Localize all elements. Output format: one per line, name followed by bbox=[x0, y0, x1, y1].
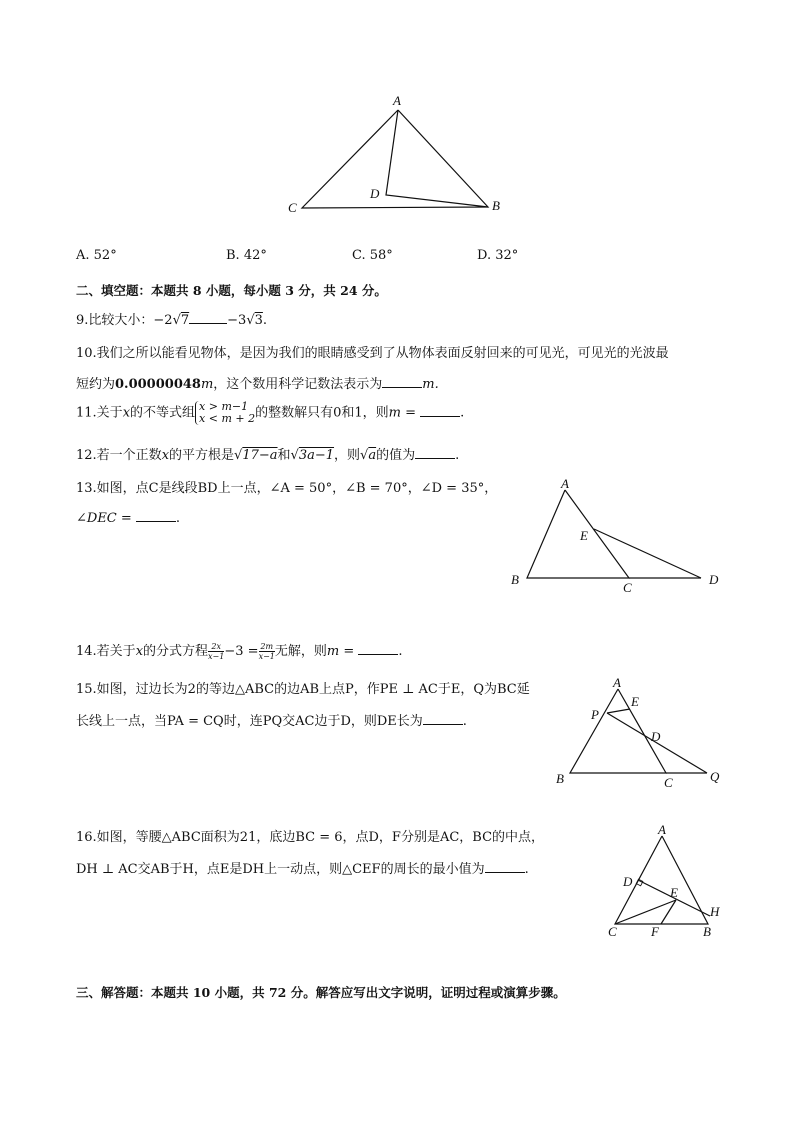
label-C: C bbox=[608, 924, 617, 939]
label-E: E bbox=[631, 694, 639, 709]
label-D: D bbox=[709, 572, 719, 587]
label-C: C bbox=[664, 775, 673, 790]
label-A: A bbox=[561, 476, 569, 491]
label-Q: Q bbox=[710, 769, 720, 784]
label-D: D bbox=[623, 874, 633, 889]
question-10-line1: 10.我们之所以能看见物体，是因为我们的眼睛感受到了从物体表面反射回来的可见光，可见光的光波最 bbox=[76, 346, 669, 361]
label-P: P bbox=[591, 707, 599, 722]
label-H: H bbox=[710, 904, 720, 919]
option-c: C. 58° bbox=[352, 248, 393, 263]
section-3-title: 三、解答题：本题共 10 小题，共 72 分。解答应写出文字说明，证明过程或演算步骤。 bbox=[76, 985, 566, 1000]
question-13-line1: 13.如图，点C是线段BD上一点，∠A = 50°，∠B = 70°，∠D = 35°， bbox=[76, 481, 498, 496]
label-A: A bbox=[613, 675, 621, 690]
question-12: 12.若一个正数x的平方根是√17−a和√3a−1，则√a的值为 . bbox=[76, 444, 459, 463]
question-10-line2: 短约为0.00000048m，这个数用科学记数法表示为 m. bbox=[76, 373, 439, 392]
option-d: D. 32° bbox=[477, 248, 519, 263]
question-15-line2: 长线上一点，当PA = CQ时，连PQ交AC边于D，则DE长为 . bbox=[76, 710, 467, 729]
label-A: A bbox=[658, 822, 666, 837]
question-16-line1: 16.如图，等腰△ABC面积为21，底边BC = 6，点D，F分别是AC，BC的中点， bbox=[76, 830, 545, 845]
label-B: B bbox=[703, 924, 711, 939]
label-F: F bbox=[651, 924, 659, 939]
label-B: B bbox=[511, 572, 519, 587]
question-11: 11.关于x的不等式组 x > m−1 x < m + 2 的整数解只有0和1，则m = . bbox=[76, 400, 465, 425]
question-9: 9.比较大小：−2√7 −3√3. bbox=[76, 309, 267, 328]
q15-triangle-figure bbox=[550, 675, 730, 795]
label-D: D bbox=[370, 186, 380, 201]
option-b: B. 42° bbox=[226, 248, 267, 263]
q13-triangle-figure bbox=[505, 475, 735, 600]
question-15-line1: 15.如图，过边长为2的等边△ABC的边AB上点P，作PE ⊥ AC于E，Q为BC延 bbox=[76, 682, 530, 697]
question-13-line2: ∠DEC = . bbox=[76, 508, 180, 526]
label-B: B bbox=[556, 771, 564, 786]
label-E: E bbox=[580, 528, 588, 543]
q8-triangle-figure bbox=[280, 90, 510, 220]
question-16-line2: DH ⊥ AC交AB于H，点E是DH上一动点，则△CEF的周长的最小值为 . bbox=[76, 858, 529, 877]
option-a: A. 52° bbox=[76, 248, 117, 263]
q16-triangle-figure bbox=[600, 822, 730, 942]
label-E: E bbox=[670, 885, 678, 900]
label-A: A bbox=[393, 93, 401, 108]
label-D: D bbox=[651, 729, 661, 744]
question-14: 14.若关于x的分式方程 $\frac{2x}{x-1}$ −3 = $\frac{2m}{x-1}$ 无解，则m = . bbox=[76, 642, 403, 661]
label-C: C bbox=[288, 200, 297, 215]
label-B: B bbox=[492, 198, 500, 213]
label-C: C bbox=[623, 580, 632, 595]
section-2-title: 二、填空题：本题共 8 小题，每小题 3 分，共 24 分。 bbox=[76, 283, 387, 298]
